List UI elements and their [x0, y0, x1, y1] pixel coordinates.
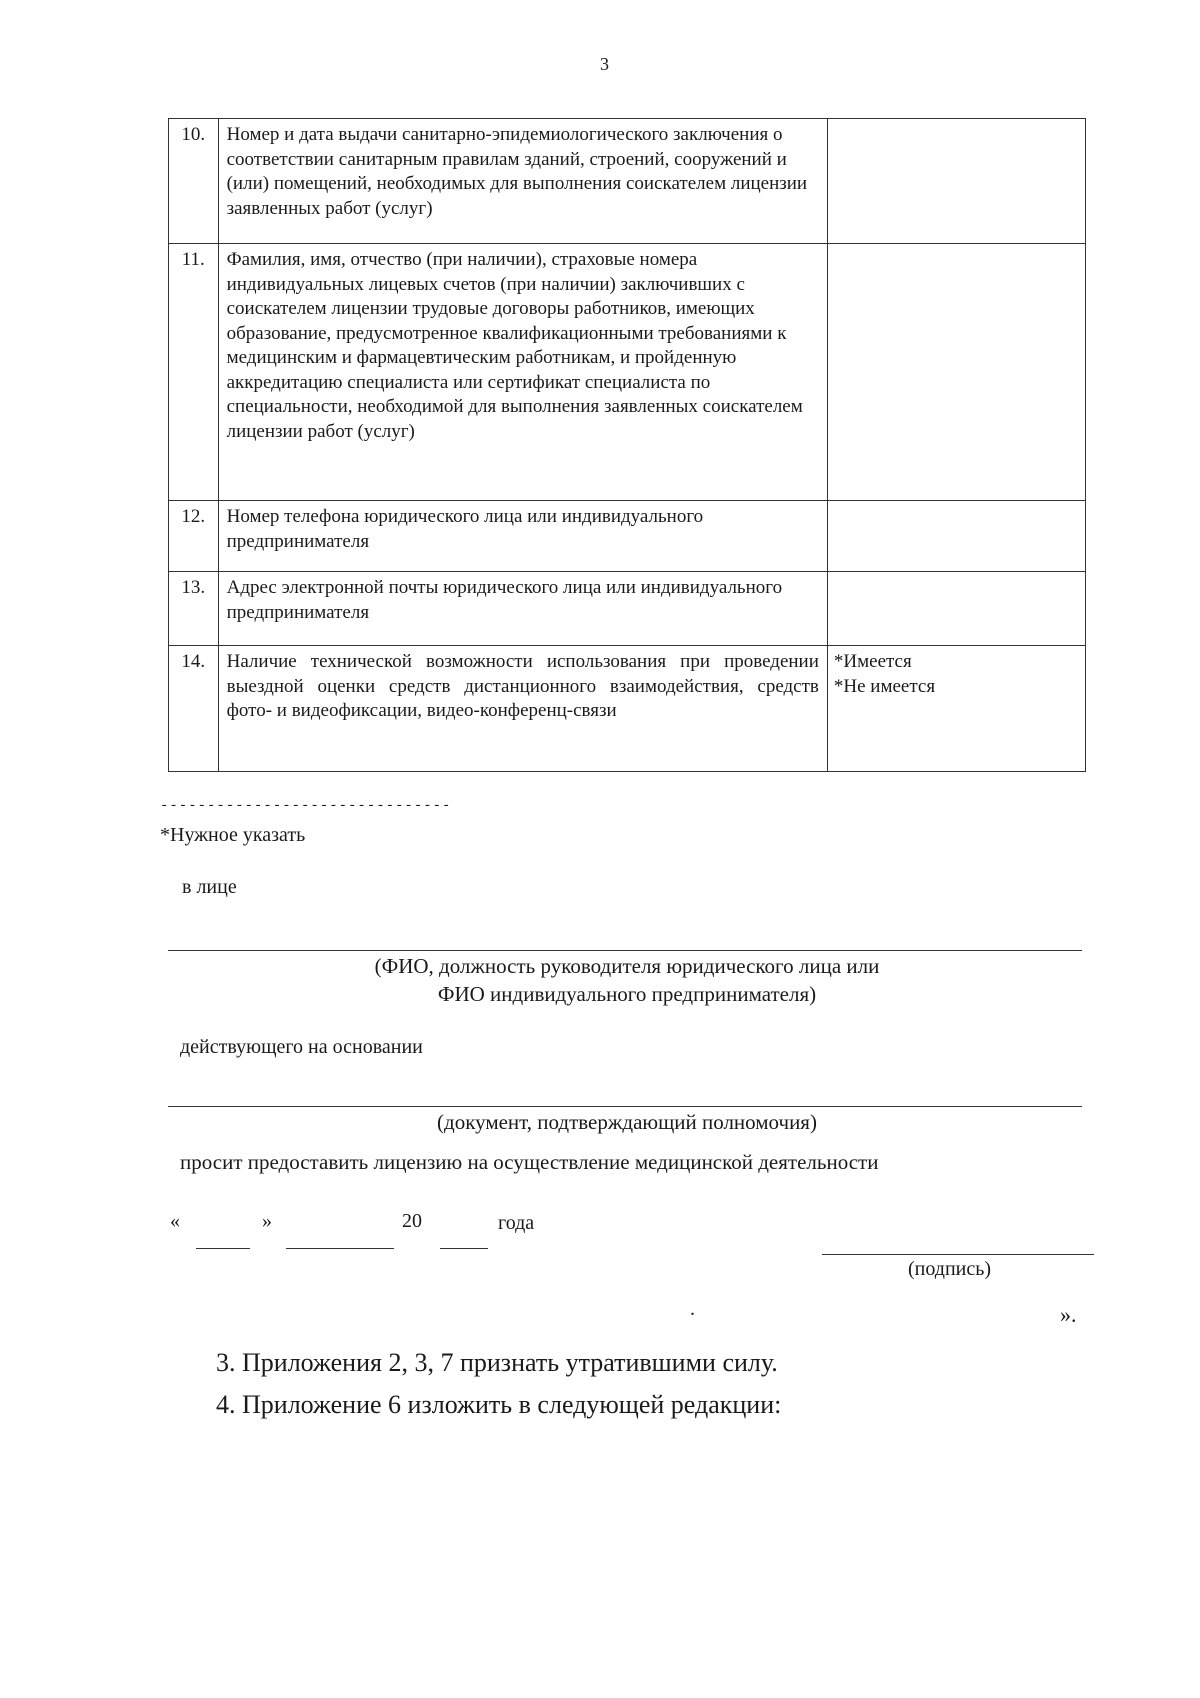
option-available[interactable]: *Имеется — [833, 651, 912, 672]
row-description: Номер телефона юридического лица или индивидуального предпринимателя — [218, 501, 827, 572]
signature-caption: (подпись) — [908, 1258, 992, 1280]
row-value — [827, 119, 1085, 244]
signature-input-line[interactable] — [822, 1254, 1094, 1255]
month-input-line[interactable] — [286, 1248, 394, 1249]
row-value — [827, 244, 1085, 501]
row-description: Фамилия, имя, отчество (при наличии), страховые номера индивидуальных лицевых счетов (при наличии) заключивших с соискателем лицензии трудовые договоры работников, имеющих образование, предусмотренное квалификационными требованиями к медицинским и фармацевтическим работникам, и пройденную аккредитацию специалиста или сертификат специалиста по специальности, необходимой для выполнения заявленных соискателем лицензии работ (услуг) — [218, 244, 827, 501]
table-row — [169, 119, 1086, 244]
name-caption — [168, 952, 1086, 1008]
year-input-line[interactable] — [440, 1248, 488, 1249]
stray-dot: . — [690, 1298, 695, 1320]
table-row — [169, 501, 1086, 572]
table-row — [169, 646, 1086, 772]
application-table — [168, 118, 1086, 772]
row-description: Адрес электронной почты юридического лица или индивидуального предпринимателя — [218, 572, 827, 646]
row-description: Номер и дата выдачи санитарно-эпидемиологического заключения о соответствии санитарным правилам зданий, строений, сооружений и (или) помещений, необходимых для выполнения соискателем лицензии заявленных работ (услуг) — [218, 119, 827, 244]
table-row — [169, 244, 1086, 501]
row-number: 14. — [169, 646, 219, 772]
name-caption-line1: (ФИО, должность руководителя юридического лица или — [374, 954, 880, 978]
item-4: 4. Приложение 6 изложить в следующей редакции: — [216, 1390, 782, 1419]
year-suffix: года — [498, 1212, 535, 1234]
row-options — [827, 646, 1085, 772]
date-close-quote: » — [262, 1210, 272, 1232]
year-prefix: 20 — [402, 1210, 422, 1232]
document-caption: (документ, подтверждающий полномочия) — [437, 1110, 817, 1134]
footnote-separator: ------------------------------- — [160, 798, 452, 814]
closing-quote-mark: ». — [1060, 1302, 1077, 1327]
footnote-text: *Нужное указать — [160, 824, 306, 846]
date-open-quote: « — [170, 1210, 180, 1232]
basis-label: действующего на основании — [180, 1036, 423, 1058]
option-not-available[interactable]: *Не имеется — [833, 675, 936, 697]
row-number: 13. — [169, 572, 219, 646]
item-3: 3. Приложения 2, 3, 7 признать утратившими силу. — [216, 1348, 778, 1377]
request-text: просит предоставить лицензию на осуществление медицинской деятельности — [180, 1150, 879, 1174]
row-value — [827, 501, 1085, 572]
row-number: 12. — [169, 501, 219, 572]
row-value — [827, 572, 1085, 646]
day-input-line[interactable] — [196, 1248, 250, 1249]
row-description: Наличие технической возможности использования при проведении выездной оценки средств дистанционного взаимодействия, средств фото- и видеофиксации, видео-конференц-связи — [218, 646, 827, 772]
row-number: 10. — [169, 119, 219, 244]
in-person-label: в лице — [182, 876, 237, 898]
page-number: 3 — [600, 54, 609, 74]
name-caption-line2: ФИО индивидуального предпринимателя) — [437, 982, 817, 1006]
basis-input-line[interactable] — [168, 1106, 1082, 1107]
row-number: 11. — [169, 244, 219, 501]
table-row — [169, 572, 1086, 646]
name-input-line[interactable] — [168, 950, 1082, 951]
